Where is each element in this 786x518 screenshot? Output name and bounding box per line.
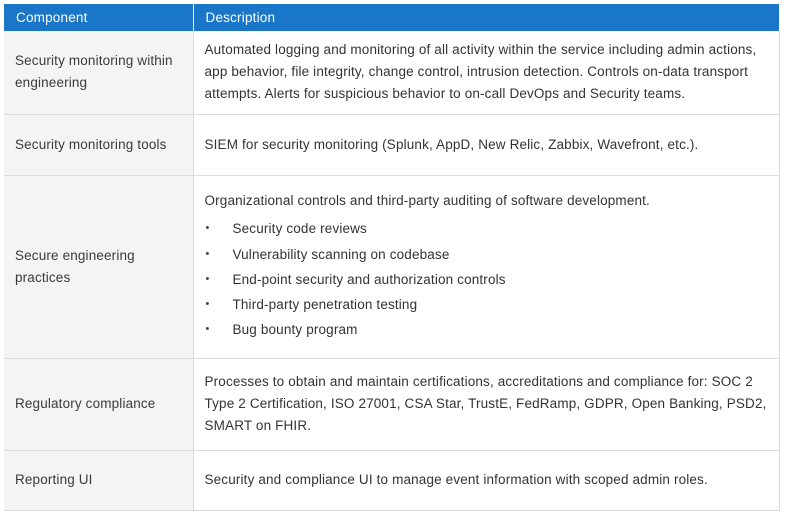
table-row (4, 31, 779, 114)
list-item: • Vulnerability scanning on codebase (205, 242, 768, 267)
list-item: • Third-party penetration testing (205, 292, 768, 317)
component-cell: Reporting UI (4, 450, 193, 510)
description-cell: Automated logging and monitoring of all activity within the service including admin actions, app behavior, file integrity, change control, intrusion detection. Controls on-data transport attempts. Alerts for suspicious behavior to on-call DevOps and Security teams. (193, 31, 779, 114)
bullet-icon: • (205, 323, 210, 336)
component-cell: Security monitoring tools (4, 114, 193, 175)
bullet-icon: • (205, 222, 210, 235)
table-row (4, 358, 779, 450)
table-row (4, 450, 779, 510)
description-intro: Organizational controls and third-party auditing of software development. (204, 193, 650, 209)
table-row (4, 114, 779, 175)
header-component: Component (4, 4, 193, 31)
description-cell: Processes to obtain and maintain certifications, accreditations and compliance for: SOC 2 Type 2 Certification, ISO 27001, CSA Star, TrustE, FedRamp, GDPR, Open Banking, PSD2, SMART on FHIR. (193, 358, 779, 450)
security-components-table (4, 4, 780, 511)
header-description: Description (193, 4, 779, 31)
description-cell: Security and compliance UI to manage event information with scoped admin roles. (193, 450, 779, 510)
component-cell: Secure engineering practices (4, 175, 193, 358)
table-row (4, 175, 779, 358)
description-cell (193, 175, 779, 358)
list-item: • Security code reviews (205, 216, 768, 241)
table-header-row (4, 4, 779, 31)
list-item: • Bug bounty program (205, 317, 768, 342)
bullet-icon: • (205, 247, 210, 260)
practices-list (205, 216, 768, 342)
bullet-icon: • (205, 272, 210, 285)
bullet-icon: • (205, 298, 210, 311)
component-cell: Regulatory compliance (4, 358, 193, 450)
component-cell: Security monitoring within engineering (4, 31, 193, 114)
list-item: • End-point security and authorization controls (205, 267, 768, 292)
description-cell: SIEM for security monitoring (Splunk, AppD, New Relic, Zabbix, Wavefront, etc.). (193, 114, 779, 175)
